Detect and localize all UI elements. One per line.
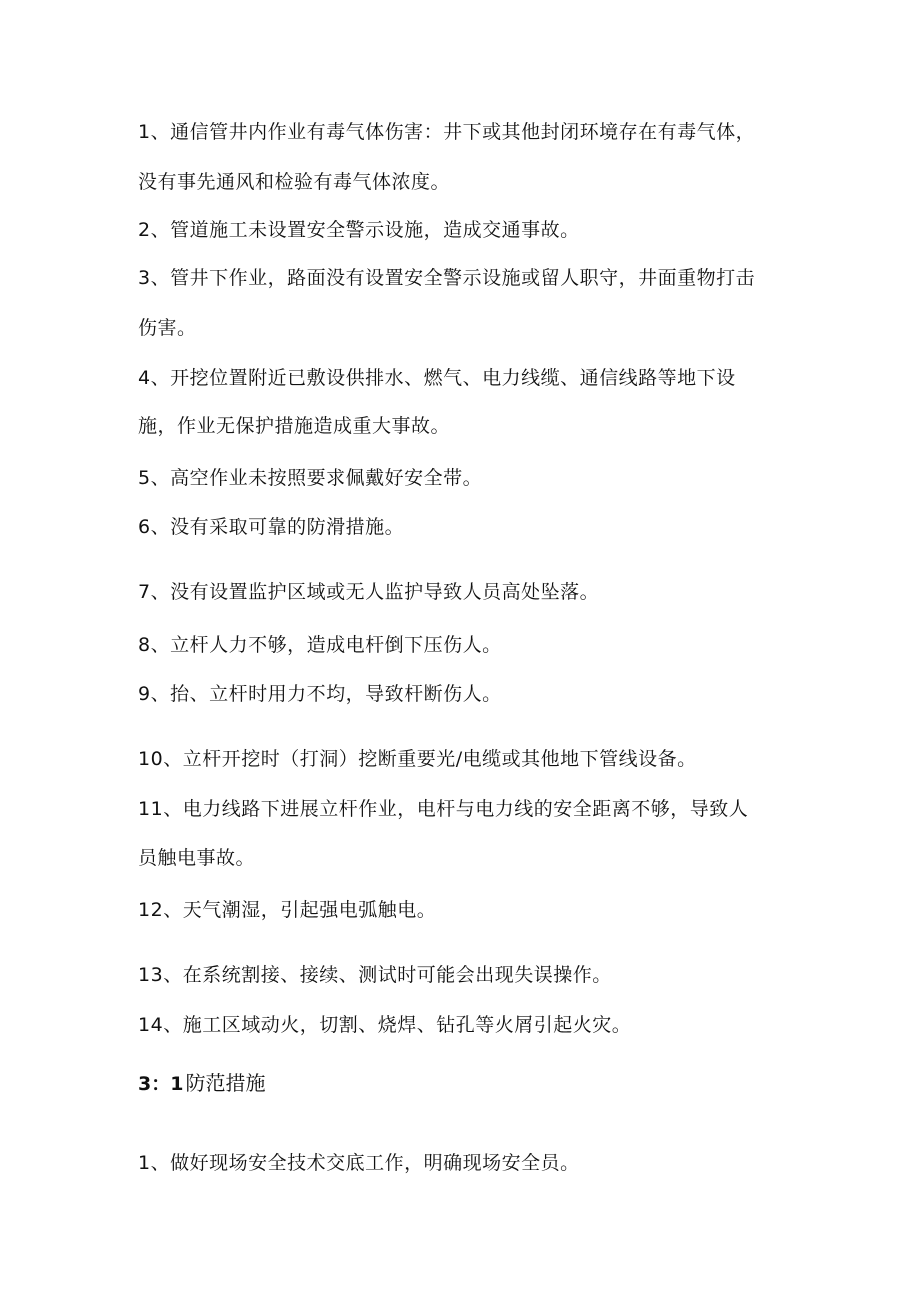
hazard-item-4-line-1: 4、开挖位置附近已敷设供排水、燃气、电力线缆、通信线路等地下设 bbox=[138, 367, 736, 389]
measure-item-1: 1、做好现场安全技术交底工作，明确现场安全员。 bbox=[138, 1152, 580, 1174]
hazard-item-13: 13、在系统割接、接续、测试时可能会出现失误操作。 bbox=[138, 964, 612, 986]
hazard-item-11-line-1: 11、电力线路下进展立杆作业，电杆与电力线的安全距离不够，导致人 bbox=[138, 798, 749, 820]
section-heading: 3：1 防范措施 bbox=[138, 1071, 266, 1095]
hazard-item-6: 6、没有采取可靠的防滑措施。 bbox=[138, 516, 405, 538]
hazard-item-3-line-1: 3、管井下作业，路面没有设置安全警示设施或留人职守，井面重物打击 bbox=[138, 267, 756, 289]
hazard-item-7: 7、没有设置监护区域或无人监护导致人员高处坠落。 bbox=[138, 581, 600, 603]
hazard-item-12: 12、天气潮湿，引起强电弧触电。 bbox=[138, 899, 437, 921]
hazard-item-4-line-2: 施，作业无保护措施造成重大事故。 bbox=[138, 415, 451, 437]
hazard-item-2: 2、管道施工未设置安全警示设施，造成交通事故。 bbox=[138, 219, 580, 241]
hazard-item-1-line-1: 1、通信管井内作业有毒气体伤害：井下或其他封闭环境存在有毒气体， bbox=[138, 121, 756, 143]
hazard-item-9: 9、抬、立杆时用力不均，导致杆断伤人。 bbox=[138, 683, 502, 705]
hazard-item-14: 14、施工区域动火，切割、烧焊、钻孔等火屑引起火灾。 bbox=[138, 1014, 632, 1036]
hazard-item-3-line-2: 伤害。 bbox=[138, 317, 197, 339]
hazard-item-11-line-2: 员触电事故。 bbox=[138, 847, 256, 869]
hazard-item-1-line-2: 没有事先通风和检验有毒气体浓度。 bbox=[138, 171, 451, 193]
hazard-item-10: 10、立杆开挖时（打洞）挖断重要光/电缆或其他地下管线设备。 bbox=[138, 748, 697, 770]
hazard-item-5: 5、高空作业未按照要求佩戴好安全带。 bbox=[138, 467, 483, 489]
hazard-item-8: 8、立杆人力不够，造成电杆倒下压伤人。 bbox=[138, 634, 502, 656]
